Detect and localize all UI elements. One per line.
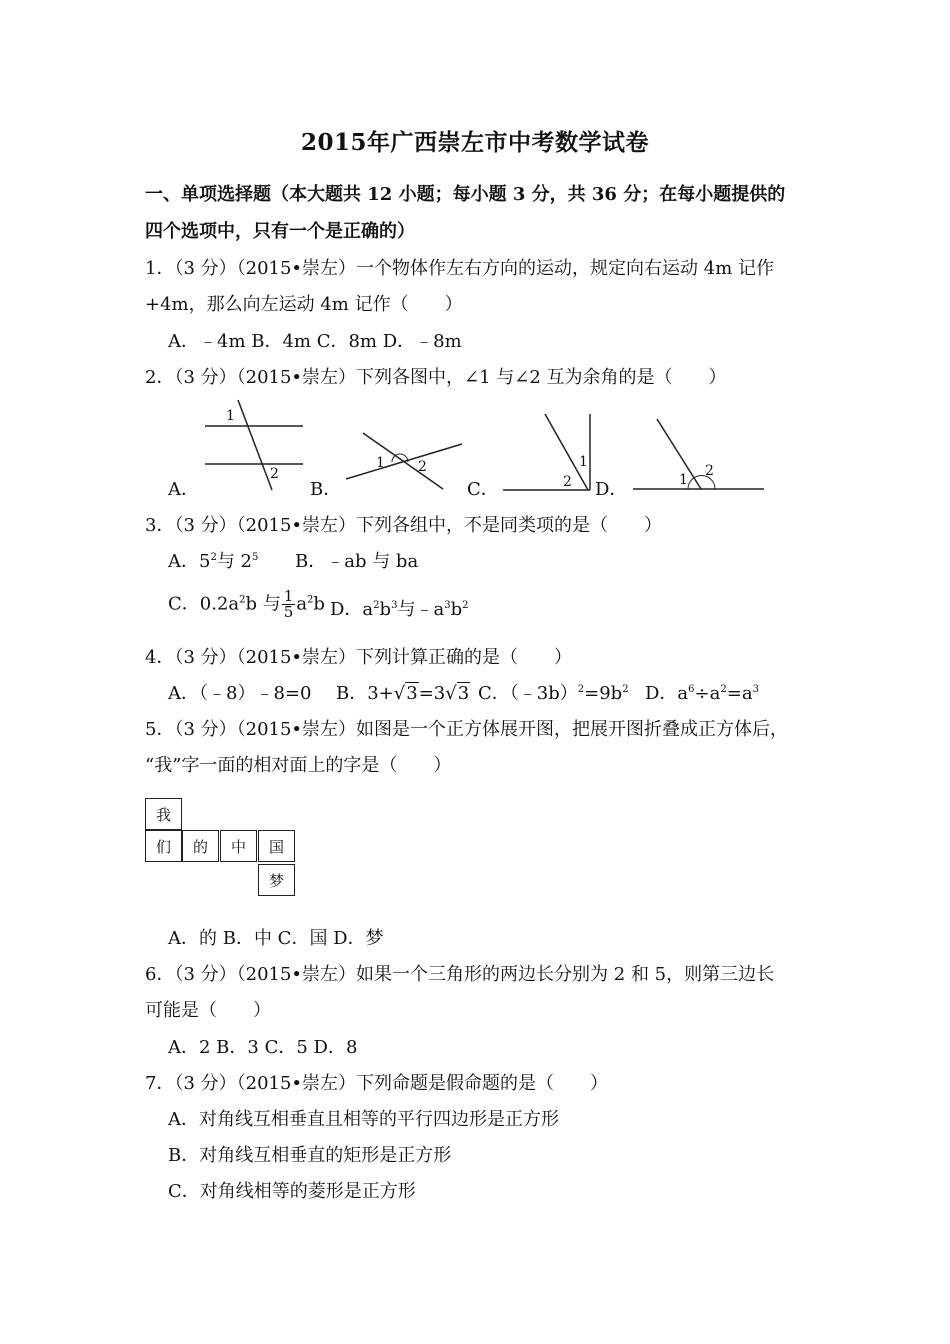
fig-d-angle-2: 2 [705,463,714,479]
page-title: 2015年广西崇左市中考数学试卷 [300,129,649,156]
fig-b-angle-2: 2 [418,459,427,475]
figure-b [346,433,462,489]
question-2: 2．（3 分）（2015•崇左）下列各图中，∠1 与∠2 互为余角的是（ ） [145,367,727,388]
q2-option-c-label: C． [467,479,499,500]
question-6-cont: 可能是（ ） [145,1000,271,1021]
question-1-cont: +4m，那么向左运动 4m 记作（ ） [145,294,463,315]
fraction-one-fifth: $\frac{1}{5}$ [283,587,294,621]
q7-option-c: C．对角线相等的菱形是正方形 [168,1181,416,1202]
q4-option-d: D．$a^6\div a^2=a^3$ [645,683,759,704]
question-6-options: A．2 B．3 C．5 D．8 [168,1037,358,1058]
question-1-options: A．﹣4m B．4m C．8m D．﹣8m [168,331,462,352]
figure-d [633,419,764,489]
cube-face-de: 的 [182,830,219,862]
cube-face-wo: 我 [145,798,182,830]
q3-option-a: A．$5^2$与 $2^5$ [168,551,259,572]
cube-face-meng: 梦 [258,864,295,896]
figure-c [503,414,590,490]
q4-option-a: A．（﹣8）﹣8=0 [168,683,312,704]
section-heading-cont: 四个选项中，只有一个是正确的） [145,221,415,242]
question-4: 4．（3 分）（2015•崇左）下列计算正确的是（ ） [145,647,573,668]
q4-option-c: C．$(﹣3b)^2=9b^2$ [478,683,629,704]
q2-option-d-label: D． [595,479,628,500]
q2-option-a-label: A． [168,479,199,500]
fig-b-angle-1: 1 [376,455,385,471]
q2-option-b-label: B． [310,479,342,500]
q3-option-c: C．$0.2a^2b$ 与 $\frac{1}{5}$ $a^2b$ [168,587,325,621]
question-6: 6．（3 分）（2015•崇左）如果一个三角形的两边长分别为 2 和 5，则第三边长 [145,964,775,985]
q3-option-b: B．﹣ab 与 ba [295,551,419,572]
fig-c-angle-2: 2 [563,474,572,490]
question-1: 1．（3 分）（2015•崇左）一个物体作左右方向的运动，规定向右运动 4m 记作 [145,258,775,279]
fig-a-angle-2: 2 [270,466,279,482]
fig-d-angle-1: 1 [679,472,688,488]
question-5: 5．（3 分）（2015•崇左）如图是一个正方体展开图，把展开图折叠成正方体后， [145,719,789,740]
question-7: 7．（3 分）（2015•崇左）下列命题是假命题的是（ ） [145,1073,609,1094]
cube-face-guo: 国 [258,830,295,862]
cube-face-men: 们 [145,830,182,862]
fig-a-angle-1: 1 [226,408,235,424]
question-3: 3．（3 分）（2015•崇左）下列各组中，不是同类项的是（ ） [145,515,663,536]
section-heading: 一、单项选择题（本大题共 12 小题；每小题 3 分，共 36 分；在每小题提供的 [145,184,786,205]
q7-option-b: B．对角线互相垂直的矩形是正方形 [168,1145,452,1166]
question-5-options: A．的 B．中 C．国 D．梦 [168,928,384,949]
question-5-cont: “我”字一面的相对面上的字是（ ） [145,755,452,776]
q7-option-a: A．对角线互相垂直且相等的平行四边形是正方形 [168,1109,559,1130]
cube-face-zhong: 中 [220,830,257,862]
fig-c-angle-1: 1 [579,454,588,470]
figure-a [205,400,303,490]
q4-option-b: B．3+√3=3√3 [336,683,470,704]
q2-angle-figures [0,0,950,520]
q3-option-d: D．$a^2b^3$与$﹣a^3b^2$ [330,599,469,620]
